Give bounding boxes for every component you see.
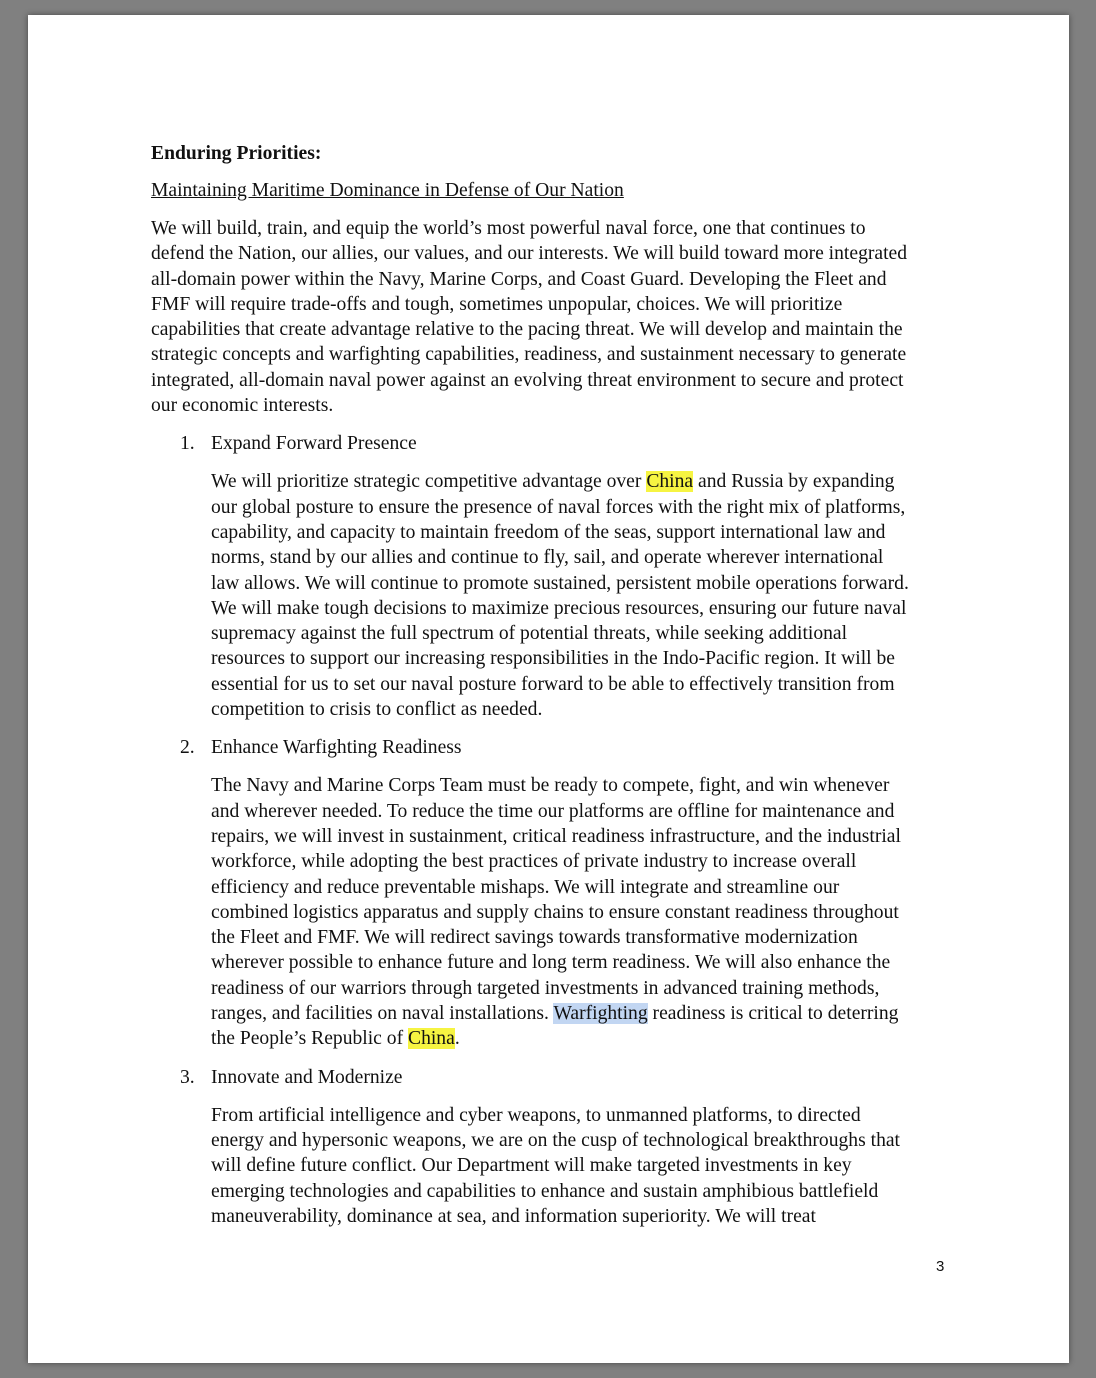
body-line: [211, 469, 951, 494]
body-line: the Fleet and FMF. We will redirect savings towards transformative modernization: [211, 927, 858, 949]
body-line: law allows. We will continue to promote sustained, persistent mobile operations forward.: [211, 572, 909, 594]
list-item-number: 1.: [180, 433, 195, 455]
intro-line: integrated, all-domain naval power against an evolving threat environment to secure and protect: [151, 369, 904, 391]
body-line: resources to support our increasing responsibilities in the Indo-Pacific region. It will be: [211, 648, 895, 670]
body-line: [211, 1026, 951, 1051]
list-item-body: [211, 1103, 951, 1229]
body-line: efficiency and reduce preventable mishaps. We will integrate and streamline our: [211, 876, 840, 898]
text-run: the People’s Republic of: [211, 1028, 408, 1050]
text-run: ranges, and facilities on naval installations.: [211, 1003, 554, 1025]
body-line: combined logistics apparatus and supply chains to ensure constant readiness throughout: [211, 901, 899, 923]
body-line: readiness of our warriors through targeted investments in advanced training methods,: [211, 977, 880, 999]
page-content: [151, 141, 951, 1242]
body-line: energy and hypersonic weapons, we are on the cusp of technological breakthroughs that: [211, 1129, 901, 1151]
list-item-title: [151, 431, 951, 456]
list-item-body: [211, 773, 951, 1051]
body-line: and wherever needed. To reduce the time our platforms are offline for maintenance and: [211, 800, 895, 822]
intro-line: capabilities that create advantage relative to the pacing threat. We will develop and maintain the: [151, 319, 903, 341]
list-item-title: [151, 1065, 951, 1090]
list-item-heading: Innovate and Modernize: [211, 1066, 403, 1088]
section-heading: Enduring Priorities:: [151, 143, 322, 164]
selection-highlight[interactable]: Warfighting: [553, 1003, 648, 1025]
intro-line: our economic interests.: [151, 395, 334, 417]
body-line: repairs, we will invest in sustainment, critical readiness infrastructure, and the industrial: [211, 825, 901, 847]
body-line: workforce, while adopting the best practices of private industry to increase overall: [211, 851, 857, 873]
body-line: We will make tough decisions to maximize precious resources, ensuring our future naval: [211, 597, 907, 619]
text-run: and Russia by expanding: [693, 471, 895, 493]
list-item-body: [211, 469, 951, 722]
intro-paragraph: [151, 216, 951, 418]
intro-line: all-domain power within the Navy, Marine Corps, and Coast Guard. Developing the Fleet and: [151, 268, 887, 290]
section-subheading: Maintaining Maritime Dominance in Defense of Our Nation: [151, 180, 624, 201]
body-line: our global posture to ensure the presence of naval forces with the right mix of platforms,: [211, 496, 906, 518]
body-line: supremacy against the full spectrum of potential threats, while seeking additional: [211, 623, 848, 645]
body-line: From artificial intelligence and cyber weapons, to unmanned platforms, to directed: [211, 1104, 861, 1126]
intro-line: strategic concepts and warfighting capabilities, readiness, and sustainment necessary to generate: [151, 344, 907, 366]
page-number: 3: [936, 1258, 945, 1275]
body-line: essential for us to set our naval posture forward to be able to effectively transition from: [211, 673, 895, 695]
document-page: [28, 15, 1069, 1363]
body-line: competition to crisis to conflict as needed.: [211, 699, 543, 721]
body-line: The Navy and Marine Corps Team must be ready to compete, fight, and win whenever: [211, 775, 890, 797]
body-line: capability, and capacity to maintain freedom of the seas, support international law and: [211, 521, 886, 543]
text-run: .: [454, 1028, 460, 1050]
list-item-heading: Expand Forward Presence: [211, 433, 417, 455]
intro-line: defend the Nation, our allies, our values, and our interests. We will build toward more integrated: [151, 243, 908, 265]
text-run: readiness is critical to deterring: [647, 1003, 899, 1025]
body-line: norms, stand by our allies and continue to fly, sail, and operate wherever international: [211, 547, 884, 569]
list-item-number: 2.: [180, 737, 195, 759]
body-line: emerging technologies and capabilities to enhance and sustain amphibious battlefield: [211, 1180, 879, 1202]
text-run: We will prioritize strategic competitive advantage over: [211, 471, 647, 493]
list-item-heading: Enhance Warfighting Readiness: [211, 737, 462, 759]
body-line: will define future conflict. Our Department will make targeted investments in key: [211, 1155, 852, 1177]
intro-line: We will build, train, and equip the world’s most powerful naval force, one that continues to: [151, 218, 866, 239]
body-line: [211, 1001, 951, 1026]
body-line: maneuverability, dominance at sea, and information superiority. We will treat: [211, 1205, 816, 1227]
body-line: wherever possible to enhance future and long term readiness. We will also enhance the: [211, 952, 891, 974]
search-highlight[interactable]: China: [646, 471, 694, 493]
search-highlight[interactable]: China: [408, 1028, 455, 1050]
intro-line: FMF will require trade-offs and tough, sometimes unpopular, choices. We will prioritize: [151, 293, 843, 315]
list-item-title: [151, 735, 951, 760]
list-item-number: 3.: [180, 1066, 195, 1088]
